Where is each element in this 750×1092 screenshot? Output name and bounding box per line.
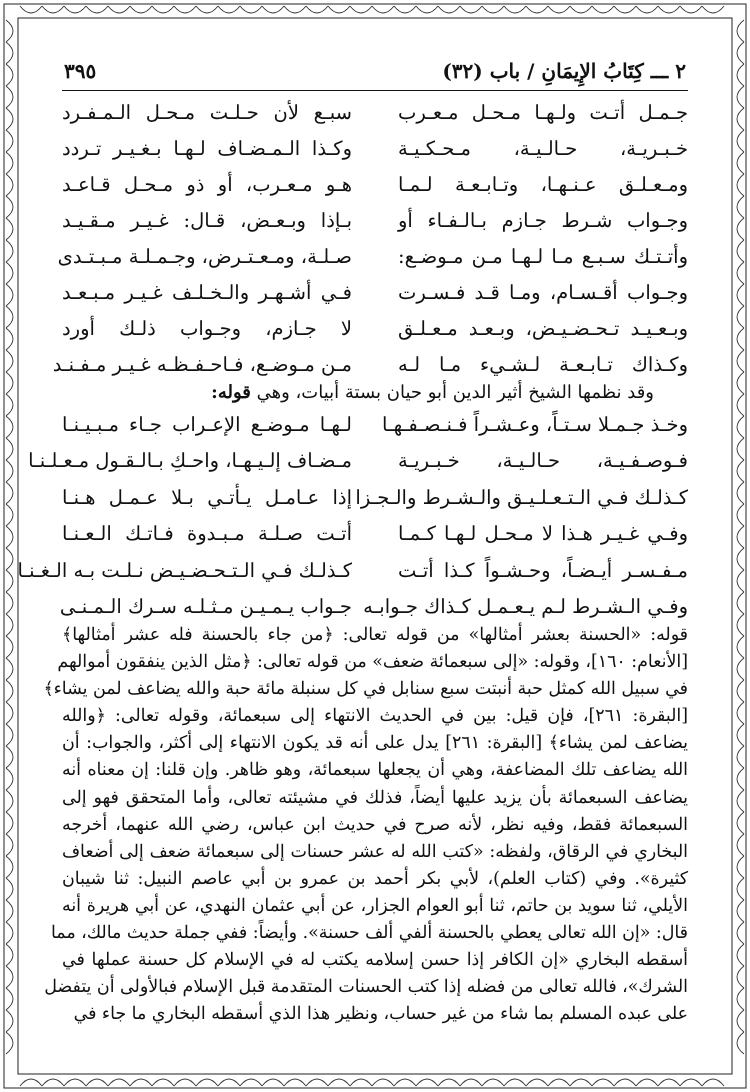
poem-verse xyxy=(62,479,688,516)
poem-verse xyxy=(62,166,688,202)
poem-verse xyxy=(62,130,688,166)
poem-verse xyxy=(59,589,688,626)
text-line: على عبده المسلم بما شاء من غير حساب، ونظير هذا الذي أسقطه البخاري ما جاء في xyxy=(73,1004,688,1025)
verse-first-hemistich: خـبـريـة، حـالـيـة، مـحـكـيـة xyxy=(398,136,688,160)
verse-second-hemistich: إذا عـامـل يـأتـي بـلا عـمـل هـنـا xyxy=(62,485,352,509)
text-line: أسقطه البخاري «إن الكافر إذا حسن إسلامه يكتب له في الإسلام كل حسنة عملها في xyxy=(62,950,688,971)
intro-text: وقد نظمها الشيخ أثير الدين أبو حيان بستة أبيات، وهي xyxy=(250,382,654,403)
verse-first-hemistich: ومـعـلـق عـنـهـا، وتـابـعـة لـمـا xyxy=(398,172,688,196)
verse-second-hemistich: مـضـاف إلـيـهـا، واحـكِ بـالـقـول مـعـلـنـا xyxy=(28,449,352,473)
verse-second-hemistich: لا جـازم، وجـواب ذلـك أورد xyxy=(62,316,352,340)
text-line: الأيلي، ثنا سويد بن حاتم، ثنا أبو العوام الجزار، عن أبي عثمان النهدي، عن أبي هريرة أنه xyxy=(62,895,688,916)
verse-first-hemistich: وجـواب شـرط جـازم بـالـفـاء أو xyxy=(398,208,688,232)
commentary-text xyxy=(43,622,688,1028)
page-number: ٣٩٥ xyxy=(64,59,97,83)
verse-first-hemistich: وفـي الـشـرط لـم يـعـمـل كـذاك جـوابـه xyxy=(363,595,688,619)
text-line: [البقرة: ٢٦١]، فإن قيل: بين في الحديث الانتهاء إلى سبعمائة، وقوله تعالى: ﴿والله xyxy=(62,706,688,727)
text-line: السبعمائة فقط، وفيه نظر، لأنه صرح في حديث ابن عباس، رضي الله عنهما، أخرجه xyxy=(62,814,688,835)
book-page xyxy=(17,52,688,1082)
verse-second-hemistich: صـلـة، ومـعـتـرض، وجـمـلـة مـبـتـدى xyxy=(57,244,352,268)
verse-second-hemistich: كـذلـك فـي الـتـحـضـيـض نـلـت بـه الـغـنـا xyxy=(17,558,352,582)
verse-first-hemistich: وخـذ جـمـلا سـتـاً، وعـشـراً فـنـصـفـهـا xyxy=(381,412,688,436)
poem-verse xyxy=(52,346,688,382)
verse-first-hemistich: وأتـتـك سـبـع مـا لـهـا مـن مـوضـع: xyxy=(398,244,688,268)
verse-second-hemistich: مـن مـوضـع، فـاحـفـظـه غـيـر مـفـنـد xyxy=(52,352,352,376)
poem-verse xyxy=(17,552,688,589)
text-line: [الأنعام: ١٦٠]، وقوله: «إلى سبعمائة ضعف» من قوله تعالى: ﴿مثل الذين ينفقون أموالهم xyxy=(57,652,688,673)
poem-introduction xyxy=(62,382,688,403)
verse-first-hemistich: فـوصـفـيـة، حـالـيـة، خـبـريـة xyxy=(398,449,688,473)
running-header xyxy=(62,52,688,91)
poem-verse xyxy=(57,238,688,274)
text-line: يضاعف لمن يشاء﴾ [البقرة: ٢٦١] يدل على أنه قد يكون الانتهاء إلى أكثر، والجواب: أن xyxy=(62,733,688,754)
poem-verse xyxy=(62,94,688,130)
verse-first-hemistich: كـذلـك فـي الـتـعـلـيـق والـشـرط والـجـزا xyxy=(355,485,688,509)
verse-first-hemistich: وجـواب أقـسـام، ومـا قـد فـسـرت xyxy=(398,280,688,304)
verse-second-hemistich: لـهـا مـوضـع الإعـراب جـاء مـبـيـنـا xyxy=(62,412,352,436)
verse-second-hemistich: هـو مـعـرب، أو ذو مـحـل قـاعـد xyxy=(62,172,352,196)
poem-verse xyxy=(62,310,688,346)
poem-verse xyxy=(62,274,688,310)
verse-second-hemistich: جـواب يـمـيـن مـثـلـه سـرك الـمـنـى xyxy=(59,595,352,619)
intro-bold: قوله: xyxy=(211,382,251,403)
poem-verse xyxy=(62,516,688,553)
verse-first-hemistich: مـفـسـر أيـضـاً، وحـشـواً كـذا أتـت xyxy=(398,558,688,582)
verse-first-hemistich: جـمـل أتـت ولـهـا مـحـل مـعـرب xyxy=(398,100,688,124)
verse-first-hemistich: وبـعـيـد تـحـضـيـض، وبـعـد مـعـلـق xyxy=(398,316,688,340)
verse-second-hemistich: سبـع لأن حـلـت مـحـل الـمـفـرد xyxy=(62,100,352,124)
poem-verse xyxy=(62,406,688,443)
verse-second-hemistich: وكـذا الـمـضـاف لـهـا بـغـيـر تـردد xyxy=(62,136,352,160)
poem-verse xyxy=(28,443,688,480)
poem-block-1 xyxy=(52,94,688,382)
text-line: الله يضاعف تلك المضاعفة، وهي أن يجعلها سبعمائة، وهو ظاهر. وإن قلنا: إن معناه أنه xyxy=(62,760,688,781)
chapter-title: ٢ ـــ كِتَابُ الإِيمَانِ / باب (٣٢) xyxy=(442,59,686,83)
verse-first-hemistich: وفـي غـيـر هـذا لا مـحـل لـهـا كـمـا xyxy=(398,522,688,546)
text-line: الشرك»، فالله تعالى من فضله إذا كتب الحسنات المتقدمة قبل الإسلام فبالأولى أن يتفضل xyxy=(44,977,688,998)
verse-second-hemistich: بـإذا وبـعـض، قـال: غـيـر مـقـيـد xyxy=(62,208,352,232)
text-line: في سبيل الله كمثل حبة أنبتت سبع سنابل في كل سنبلة مائة حبة والله يضاعف لمن يشاء﴾ xyxy=(43,679,688,700)
text-line: كثيرة». وفي (كتاب العلم)، لأبي بكر أحمد بن عمرو بن أبي عاصم النبيل: ثنا شيبان xyxy=(62,868,688,889)
poem-verse xyxy=(62,202,688,238)
verse-first-hemistich: وكـذاك تـابـعـة لـشـيء مـا لـه xyxy=(398,352,688,376)
verse-second-hemistich: فـي أشـهـر والـخـلـف غـيـر مـبـعـد xyxy=(62,280,352,304)
verse-second-hemistich: أتـت صـلـة مـبـدوة فـاتـك الـعـنـا xyxy=(62,522,352,546)
text-line: البخاري في الرقاق، ولفظه: «كتب الله له عشر حسنات إلى سبعمائة ضعف إلى أضعاف xyxy=(62,841,688,862)
text-line: يضاعف السبعمائة بأن يزيد عليها أيضاً، فذلك في مشيئته تعالى، وأما المتحقق فهو إلى xyxy=(62,787,688,808)
text-line: قوله: «الحسنة بعشر أمثالها» من قوله تعالى: ﴿من جاء بالحسنة فله عشر أمثالها﴾ xyxy=(62,625,688,645)
text-line: قال: «إن الله تعالى يعطي بالحسنة ألفي ألف حسنة». وأيضاً: ففي جملة حديث مالك، مما xyxy=(50,923,688,944)
poem-block-2 xyxy=(17,406,688,625)
